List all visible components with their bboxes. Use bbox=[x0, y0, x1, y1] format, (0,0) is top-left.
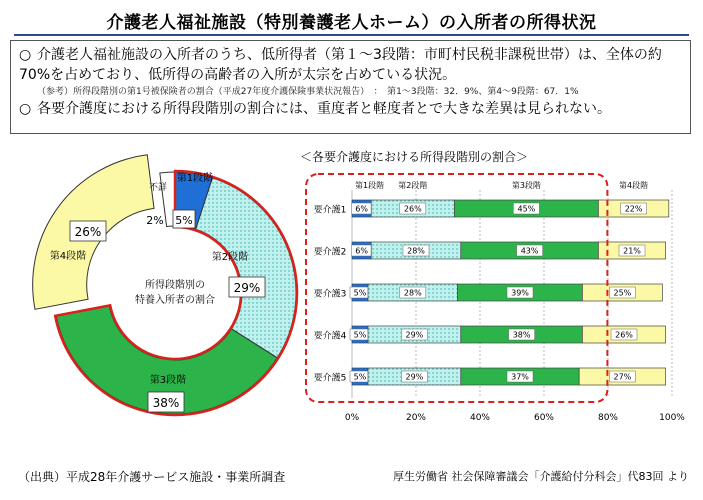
bar-value-r3-s3: 39% bbox=[511, 288, 529, 298]
slice-value-stage4: 26% bbox=[74, 225, 102, 239]
slice-label-stage1: 第1段階 bbox=[176, 173, 214, 184]
stacked-bar-chart bbox=[300, 168, 703, 438]
category-label-4: 要介護4 bbox=[313, 331, 347, 342]
slice-label-stage3: 第3段階 bbox=[149, 375, 187, 386]
bar-chart-title: ＜各要介護度における所得段階別の割合＞ bbox=[300, 150, 529, 164]
bar-value-r5-s4: 27% bbox=[613, 372, 632, 382]
bar-value-r4-s1: 5% bbox=[353, 330, 367, 340]
page-title: 介護老人福祉施設（特別養護老人ホーム）の入所者の所得状況 bbox=[106, 13, 597, 33]
donut-chart bbox=[0, 150, 300, 460]
bar-value-r3-s2: 28% bbox=[403, 288, 422, 298]
summary-point-1 bbox=[19, 45, 682, 85]
x-tick-label-4: 80% bbox=[597, 413, 619, 423]
slice-value-stage2: 29% bbox=[233, 281, 261, 295]
bar-value-r1-s3: 45% bbox=[517, 204, 536, 214]
category-label-1: 要介護1 bbox=[313, 205, 347, 216]
bar-value-r1-s2: 26% bbox=[403, 204, 422, 214]
bar-value-r2-s4: 21% bbox=[623, 246, 641, 256]
series-header-2: 第2段階 bbox=[398, 181, 428, 190]
summary-point-2 bbox=[19, 99, 682, 119]
bar-value-r2-s1: 6% bbox=[355, 246, 368, 256]
summary-box bbox=[10, 40, 691, 134]
bar-value-r5-s2: 29% bbox=[405, 372, 424, 382]
bar-value-r3-s4: 25% bbox=[613, 288, 632, 298]
x-tick-label-1: 20% bbox=[405, 413, 427, 423]
slice-value-stage3: 38% bbox=[152, 396, 180, 410]
x-tick-label-0: 0% bbox=[344, 413, 360, 423]
donut-slice-2 bbox=[196, 178, 296, 358]
bar-value-r4-s4: 26% bbox=[615, 330, 633, 340]
source-note: （出典）平成28年介護サービス施設・事業所調査 bbox=[18, 470, 286, 484]
series-header-4: 第4段階 bbox=[619, 181, 649, 190]
series-header-3: 第3段階 bbox=[511, 181, 541, 190]
bar-value-r1-s4: 22% bbox=[624, 204, 643, 214]
x-tick-label-3: 60% bbox=[533, 413, 555, 423]
bar-value-r3-s1: 5% bbox=[353, 288, 367, 298]
reference-note: 厚生労働省 社会保障審議会「介護給付分科会」代83回 より bbox=[393, 470, 689, 483]
x-tick-label-5: 100% bbox=[659, 413, 685, 423]
donut-center-label-1: 所得段階別の bbox=[145, 280, 205, 291]
title-underline bbox=[14, 34, 689, 36]
category-label-2: 要介護2 bbox=[313, 247, 347, 258]
bar-value-r5-s3: 37% bbox=[511, 372, 529, 382]
bullet: ○ bbox=[19, 47, 32, 63]
bullet: ○ bbox=[19, 101, 32, 117]
bar-value-r2-s2: 28% bbox=[407, 246, 425, 256]
bar-value-r4-s2: 29% bbox=[405, 330, 424, 340]
summary-line-1: 介護老人福祉施設の入所者のうち、低所得者（第１～3段階：市町村民税非課税世帯）は、全体の約70%を占めており、低所得の高齢者の入所が太宗を占めている状況。 bbox=[19, 47, 662, 83]
category-label-5: 要介護5 bbox=[313, 373, 347, 384]
summary-line-2: 各要介護度における所得段階別の割合には、重度者と軽度者とで大きな差異は見られない。 bbox=[37, 101, 611, 117]
bar-value-r4-s3: 38% bbox=[512, 330, 531, 340]
bar-value-r2-s3: 43% bbox=[520, 246, 539, 256]
slice-label-stage4: 第4段階 bbox=[49, 251, 87, 262]
slice-label-unknown: 不詳 bbox=[148, 183, 168, 193]
series-header-1: 第1段階 bbox=[355, 181, 385, 190]
category-label-3: 要介護3 bbox=[313, 289, 347, 300]
slice-value-unknown: 2% bbox=[146, 214, 164, 227]
slice-label-stage2: 第2段階 bbox=[211, 252, 249, 263]
x-tick-label-2: 40% bbox=[469, 413, 491, 423]
donut-center-label-2: 特養入所者の割合 bbox=[135, 295, 215, 306]
summary-reference-note: （参考）所得段階別の第1号被保険者の割合（平成27年度介護保険事業状況報告） ： 第1～3段階：32．9%、第4～9段階：67．1% bbox=[37, 87, 579, 97]
slice-value-stage1: 5% bbox=[175, 214, 193, 227]
bar-value-r5-s1: 5% bbox=[353, 372, 367, 382]
bar-value-r1-s1: 6% bbox=[355, 204, 368, 214]
